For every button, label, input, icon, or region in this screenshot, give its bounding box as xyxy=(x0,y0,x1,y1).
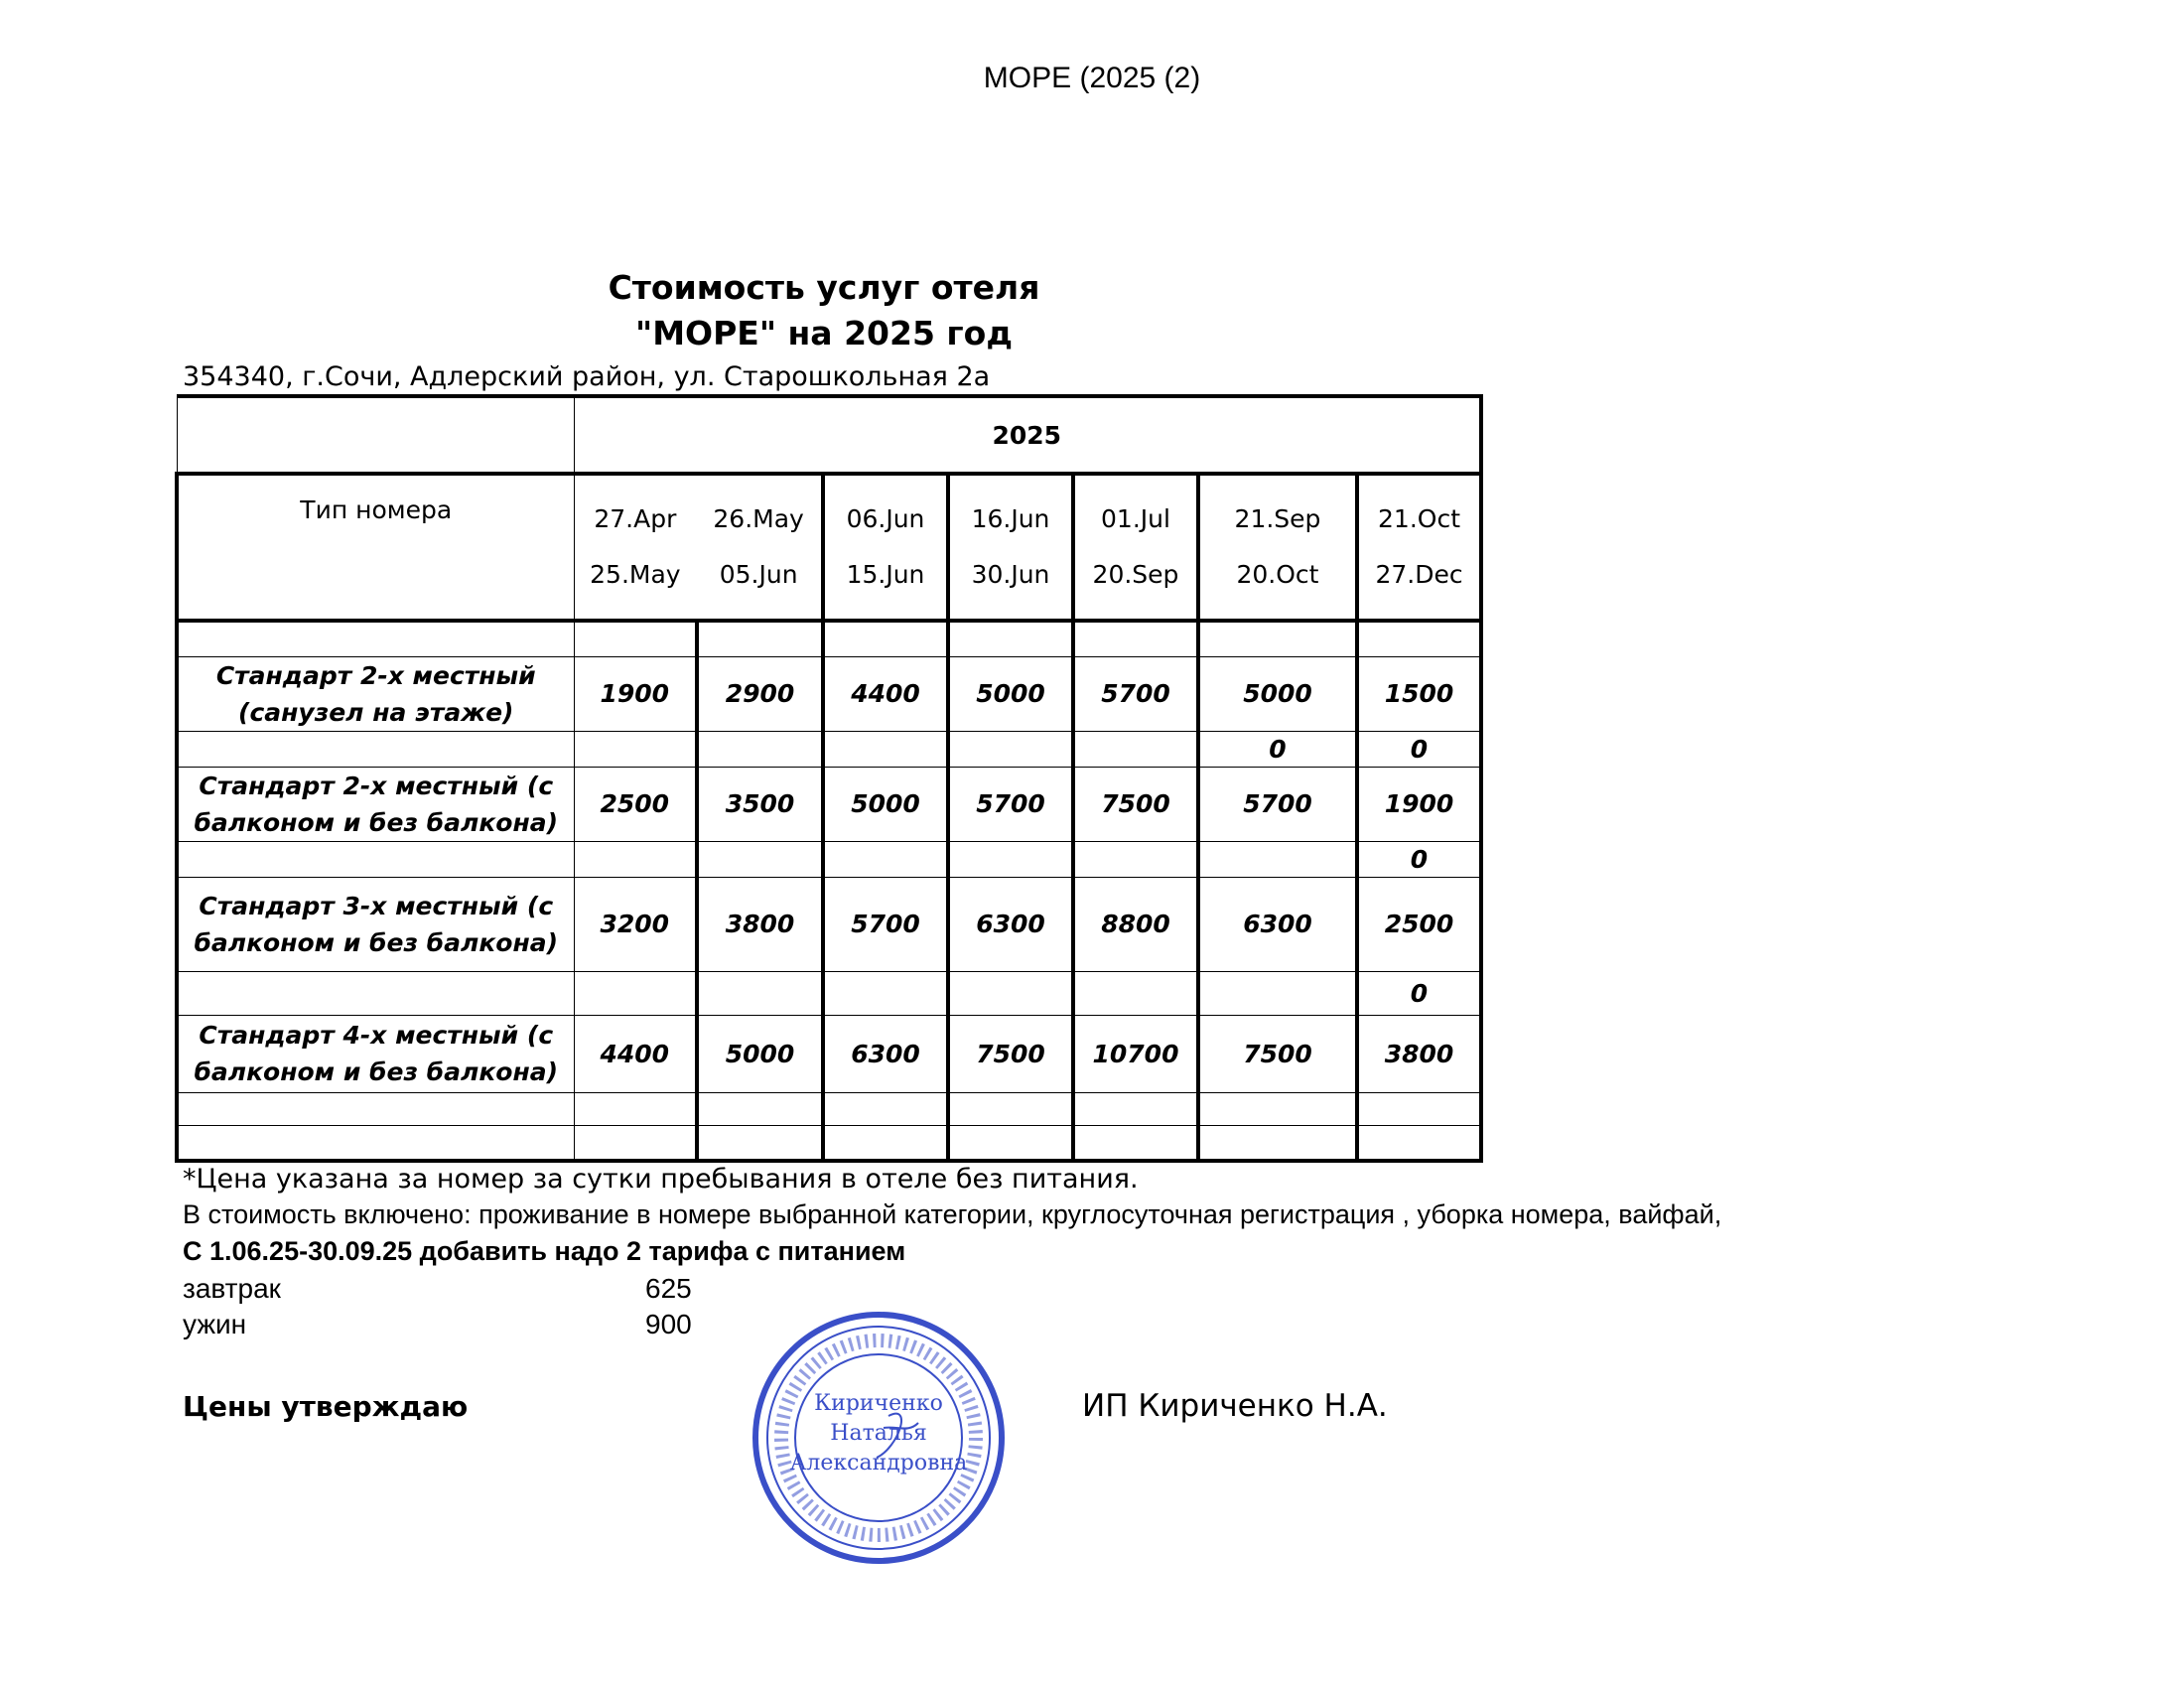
period-start: 01.Jul xyxy=(1101,504,1170,533)
room-category-line: балконом и без балкона) xyxy=(194,927,559,957)
price-overflow-cell xyxy=(697,841,823,877)
price-cell: 1500 xyxy=(1357,656,1481,731)
price-cell: 4400 xyxy=(823,656,948,731)
spacer-cell xyxy=(574,621,697,656)
room-category-line: Стандарт 3-х местный (с xyxy=(199,891,554,920)
room-category xyxy=(177,767,574,841)
spacer-cell xyxy=(177,1092,574,1125)
price-overflow-cell xyxy=(1198,1092,1357,1125)
meal-tariff-note: С 1.06.25-30.09.25 добавить надо 2 тарифа с питанием xyxy=(183,1236,906,1266)
spacer-cell xyxy=(1357,621,1481,656)
price-cell: 3200 xyxy=(574,877,697,971)
room-type-header: Тип номера xyxy=(177,474,574,621)
company-stamp xyxy=(750,1309,1008,1567)
spacer-cell xyxy=(1198,1125,1357,1161)
period-end: 27.Dec xyxy=(1375,560,1463,589)
price-overflow-cell: 0 xyxy=(1357,731,1481,767)
price-cell: 10700 xyxy=(1073,1015,1198,1092)
price-overflow-cell: 0 xyxy=(1357,841,1481,877)
price-cell: 5700 xyxy=(1073,656,1198,731)
spacer-cell xyxy=(823,1125,948,1161)
room-category xyxy=(177,877,574,971)
room-category-line: Стандарт 4-х местный (с xyxy=(199,1021,554,1050)
room-category-line: (санузел на этаже) xyxy=(238,697,514,727)
period-end: 15.Jun xyxy=(846,560,925,589)
rate-table xyxy=(175,394,1479,1159)
period-header xyxy=(823,474,948,621)
svg-text:Кириченко: Кириченко xyxy=(814,1391,943,1416)
price-overflow-cell xyxy=(823,731,948,767)
year-header: 2025 xyxy=(574,396,1481,474)
table-subrow xyxy=(177,971,1481,1015)
period-header xyxy=(948,474,1073,621)
document-subtitle: "МОРЕ" на 2025 год xyxy=(635,314,1013,352)
price-overflow-cell xyxy=(574,971,697,1015)
price-cell: 5000 xyxy=(823,767,948,841)
price-overflow-cell xyxy=(948,841,1073,877)
price-overflow-cell xyxy=(823,1092,948,1125)
table-subrow xyxy=(177,621,1481,656)
room-category-line: балконом и без балкона) xyxy=(194,1057,559,1086)
price-cell: 6300 xyxy=(1198,877,1357,971)
price-cell: 6300 xyxy=(823,1015,948,1092)
price-overflow-cell: 0 xyxy=(1357,971,1481,1015)
table-subrow xyxy=(177,731,1481,767)
price-cell: 7500 xyxy=(1198,1015,1357,1092)
price-overflow-cell xyxy=(697,1092,823,1125)
price-cell: 3500 xyxy=(697,767,823,841)
price-overflow-cell xyxy=(1198,971,1357,1015)
spacer-cell xyxy=(1198,621,1357,656)
room-category xyxy=(177,656,574,731)
table-row xyxy=(177,877,1481,971)
price-cell: 2500 xyxy=(1357,877,1481,971)
period-end: 30.Jun xyxy=(971,560,1050,589)
price-cell: 7500 xyxy=(948,1015,1073,1092)
period-start: 26.May xyxy=(713,504,804,533)
price-overflow-cell xyxy=(1198,841,1357,877)
period-start: 06.Jun xyxy=(846,504,925,533)
meal-price: 900 xyxy=(645,1309,692,1339)
price-cell: 5700 xyxy=(823,877,948,971)
price-cell: 2900 xyxy=(697,656,823,731)
spacer-cell xyxy=(823,621,948,656)
price-cell: 8800 xyxy=(1073,877,1198,971)
spacer-cell xyxy=(177,1125,574,1161)
price-overflow-cell xyxy=(574,841,697,877)
approval-label: Цены утверждаю xyxy=(183,1390,469,1423)
price-overflow-cell xyxy=(1073,971,1198,1015)
table-corner-cell xyxy=(177,396,574,474)
period-end: 05.Jun xyxy=(719,560,798,589)
price-cell: 2500 xyxy=(574,767,697,841)
price-overflow-cell xyxy=(1357,1092,1481,1125)
spacer-cell xyxy=(1073,621,1198,656)
price-cell: 1900 xyxy=(1357,767,1481,841)
spacer-cell xyxy=(177,621,574,656)
spacer-cell xyxy=(177,731,574,767)
room-category xyxy=(177,1015,574,1092)
svg-text:Александровна: Александровна xyxy=(789,1451,968,1476)
table-subrow xyxy=(177,841,1481,877)
price-cell: 5700 xyxy=(948,767,1073,841)
meal-price: 625 xyxy=(645,1273,692,1304)
room-category-line: Стандарт 2-х местный (с xyxy=(199,771,554,800)
room-category-line: Стандарт 2-х местный xyxy=(215,660,536,690)
table-row xyxy=(177,1015,1481,1092)
price-cell: 5700 xyxy=(1198,767,1357,841)
price-overflow-cell xyxy=(697,731,823,767)
spacer-cell xyxy=(948,1125,1073,1161)
price-overflow-cell xyxy=(574,1092,697,1125)
hotel-address: 354340, г.Сочи, Адлерский район, ул. Старошкольная 2а xyxy=(183,361,991,392)
price-cell: 7500 xyxy=(1073,767,1198,841)
price-cell: 4400 xyxy=(574,1015,697,1092)
spacer-cell xyxy=(1073,1125,1198,1161)
price-cell: 5000 xyxy=(948,656,1073,731)
room-category-line: балконом и без балкона) xyxy=(194,807,559,837)
table-row xyxy=(177,767,1481,841)
price-overflow-cell xyxy=(574,731,697,767)
price-cell: 1900 xyxy=(574,656,697,731)
spacer-cell xyxy=(177,841,574,877)
spacer-cell xyxy=(574,1125,697,1161)
price-overflow-cell xyxy=(823,971,948,1015)
document-header: МОРЕ (2025 (2) xyxy=(983,62,1201,94)
table-row xyxy=(177,656,1481,731)
svg-text:Наталья: Наталья xyxy=(830,1421,927,1446)
period-start: 27.Apr xyxy=(594,504,677,533)
spacer-cell xyxy=(697,1125,823,1161)
period-header xyxy=(1357,474,1481,621)
document-title: Стоимость услуг отеля xyxy=(608,268,1040,307)
price-overflow-cell xyxy=(1073,841,1198,877)
spacer-cell xyxy=(1357,1125,1481,1161)
table-subrow xyxy=(177,1125,1481,1161)
period-header xyxy=(1198,474,1357,621)
price-overflow-cell xyxy=(1073,731,1198,767)
period-start: 16.Jun xyxy=(971,504,1050,533)
price-cell: 6300 xyxy=(948,877,1073,971)
meal-name: ужин xyxy=(183,1309,247,1339)
table-subrow xyxy=(177,1092,1481,1125)
meal-name: завтрак xyxy=(183,1273,281,1304)
spacer-cell xyxy=(948,621,1073,656)
included-services: В стоимость включено: проживание в номере выбранной категории, круглосуточная регистрация , уборка номера, вайфай, xyxy=(183,1199,1722,1229)
period-header xyxy=(574,474,823,621)
period-end: 20.Sep xyxy=(1092,560,1179,589)
price-cell: 3800 xyxy=(697,877,823,971)
spacer-cell xyxy=(697,621,823,656)
price-cell: 3800 xyxy=(1357,1015,1481,1092)
price-overflow-cell: 0 xyxy=(1198,731,1357,767)
period-end: 25.May xyxy=(590,560,681,589)
price-footnote: *Цена указана за номер за сутки пребывания в отеле без питания. xyxy=(183,1164,1139,1195)
period-header xyxy=(1073,474,1198,621)
stamp-seal xyxy=(750,1309,1008,1567)
period-end: 20.Oct xyxy=(1236,560,1319,589)
price-overflow-cell xyxy=(948,1092,1073,1125)
period-start: 21.Sep xyxy=(1234,504,1321,533)
price-overflow-cell xyxy=(823,841,948,877)
price-overflow-cell xyxy=(1073,1092,1198,1125)
period-start: 21.Oct xyxy=(1378,504,1460,533)
price-overflow-cell xyxy=(948,971,1073,1015)
price-overflow-cell xyxy=(697,971,823,1015)
price-cell: 5000 xyxy=(1198,656,1357,731)
price-cell: 5000 xyxy=(697,1015,823,1092)
price-overflow-cell xyxy=(948,731,1073,767)
owner-name: ИП Кириченко Н.А. xyxy=(1082,1388,1388,1424)
spacer-cell xyxy=(177,971,574,1015)
